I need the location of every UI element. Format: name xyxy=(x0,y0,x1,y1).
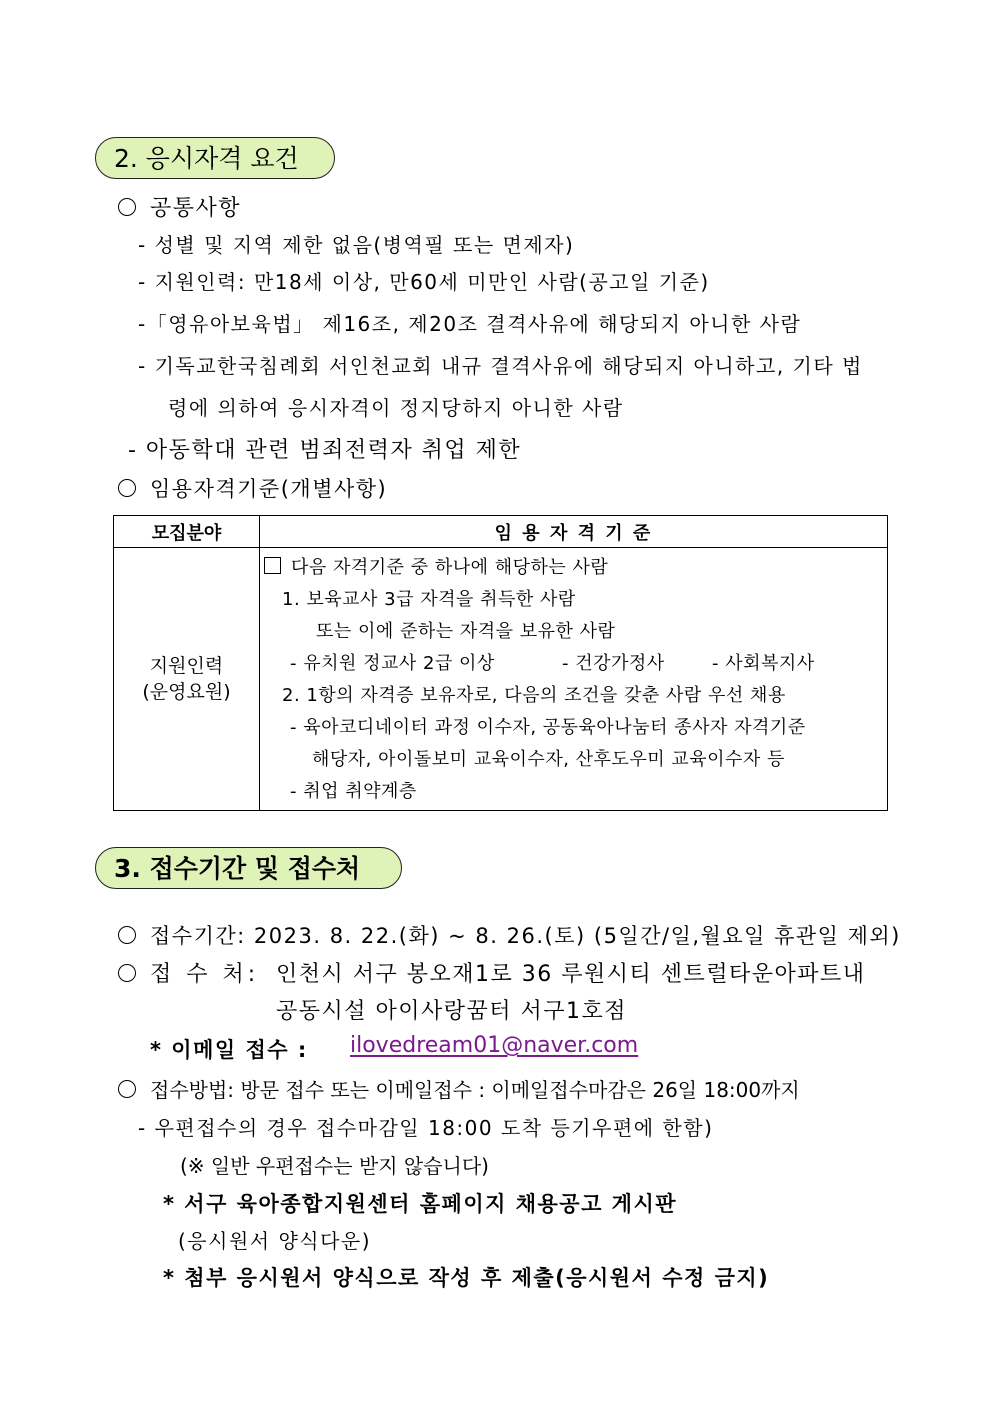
criteria-line-2: 1. 보육교사 3급 자격을 취득한 사람 xyxy=(282,589,576,610)
note-attachment: * 첨부 응시원서 양식으로 작성 후 제출(응시원서 수정 금지) xyxy=(163,1266,770,1290)
criteria-line-3: 또는 이에 준하는 자격을 보유한 사람 xyxy=(316,621,616,642)
reception-place-label: 접 수 처: xyxy=(150,962,260,987)
field-cell xyxy=(114,548,260,811)
criteria-table xyxy=(113,515,888,811)
header-criteria: 임 용 자 격 기 준 xyxy=(260,516,888,548)
common-title xyxy=(118,191,241,222)
criteria-line-1-text: 다음 자격기준 중 하나에 해당하는 사람 xyxy=(291,557,609,578)
circle-bullet-icon xyxy=(118,964,136,982)
criteria-title-text: 임용자격기준(개별사항) xyxy=(150,477,388,501)
criteria-line-5: 2. 1항의 자격증 보유자로, 다음의 조건을 갖춘 사람 우선 채용 xyxy=(282,685,786,706)
table-row xyxy=(114,548,888,811)
circle-bullet-icon xyxy=(118,198,136,216)
reception-period-text: 접수기간: 2023. 8. 22.(화) ~ 8. 26.(토) (5일간/일,월요일 휴관일 제외) xyxy=(150,924,901,948)
criteria-cell xyxy=(260,548,888,811)
common-title-text: 공통사항 xyxy=(150,196,242,221)
header-field: 모집분야 xyxy=(114,516,260,548)
reception-place-line2: 공동시설 아이사랑꿈터 서구1호점 xyxy=(276,999,628,1024)
reception-place xyxy=(118,957,259,988)
reception-method xyxy=(118,1074,800,1103)
common-item-5: - 아동학대 관련 범죄전력자 취업 제한 xyxy=(128,438,522,463)
postal-note: - 우편접수의 경우 접수마감일 18:00 도착 등기우편에 한함) xyxy=(138,1116,714,1140)
field-role: (운영요원) xyxy=(142,681,231,703)
reception-method-text: 접수방법: 방문 접수 또는 이메일접수 : 이메일접수마감은 26일 18:00까지 xyxy=(150,1078,800,1102)
common-item-1: - 성별 및 지역 제한 없음(병역필 또는 면제자) xyxy=(138,233,575,257)
criteria-line-8: - 취업 취약계층 xyxy=(290,781,417,802)
common-item-2: - 지원인력: 만18세 이상, 만60세 미만인 사람(공고일 기준) xyxy=(138,270,710,294)
section-2-heading: 2. 응시자격 요건 xyxy=(95,137,335,179)
email-label: * 이메일 접수 : xyxy=(150,1038,308,1062)
criteria-line-7: 해당자, 아이돌보미 교육이수자, 산후도우미 교육이수자 등 xyxy=(312,749,785,770)
criteria-line-1 xyxy=(264,553,608,579)
field-name: 지원인력 xyxy=(149,655,224,677)
postal-sub-note: (※ 일반 우편접수는 받지 않습니다) xyxy=(180,1154,489,1178)
note-homepage-sub: (응시원서 양식다운) xyxy=(178,1229,372,1253)
table-header-row xyxy=(114,516,888,548)
criteria-line-4b: - 건강가정사 xyxy=(562,653,665,674)
circle-bullet-icon xyxy=(118,1080,136,1098)
common-item-4-cont: 령에 의하여 응시자격이 정지당하지 아니한 사람 xyxy=(168,396,624,420)
criteria-line-4c: - 사회복지사 xyxy=(712,653,815,674)
reception-period xyxy=(118,920,901,950)
circle-bullet-icon xyxy=(118,479,136,497)
reception-place-line1: 인천시 서구 봉오재1로 36 루원시티 센트럴타운아파트내 xyxy=(276,962,866,987)
criteria-line-6: - 육아코디네이터 과정 이수자, 공동육아나눔터 종사자 자격기준 xyxy=(290,717,806,738)
note-homepage: * 서구 육아종합지원센터 홈페이지 채용공고 게시판 xyxy=(163,1192,678,1216)
email-link[interactable]: ilovedream01@naver.com xyxy=(350,1033,639,1058)
criteria-line-4a: - 유치원 정교사 2급 이상 xyxy=(290,653,495,674)
section-3-heading: 3. 접수기간 및 접수처 xyxy=(95,847,402,889)
circle-bullet-icon xyxy=(118,926,136,944)
criteria-title xyxy=(118,473,387,503)
common-item-3: -「영유아보육법」 제16조, 제20조 결격사유에 해당되지 아니한 사람 xyxy=(138,312,802,336)
common-item-4: - 기독교한국침례회 서인천교회 내규 결격사유에 해당되지 아니하고, 기타 법 xyxy=(138,354,863,378)
checkbox-square-icon xyxy=(264,557,281,574)
